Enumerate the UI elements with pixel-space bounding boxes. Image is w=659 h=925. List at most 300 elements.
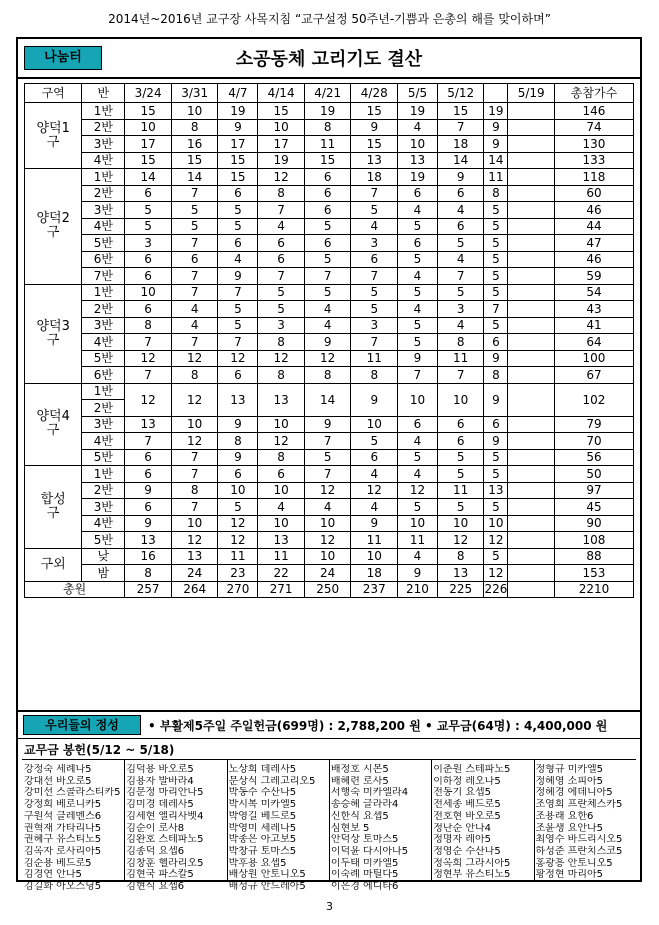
count-cell: 5	[218, 301, 258, 318]
count-cell: 7	[171, 466, 218, 483]
count-cell: 10	[125, 119, 172, 136]
donor-entry: 조윤생 요안나5	[535, 822, 604, 834]
donor-entry: 정형규 미카엘5	[535, 764, 604, 775]
count-cell: 7	[171, 334, 218, 351]
count-cell: 19	[398, 169, 438, 186]
donor-entry: 박동수 수산나5	[228, 787, 297, 799]
donor-entry: 이숙례 마틸다5	[330, 869, 399, 881]
donor-entry: 황정현 마리아5	[535, 869, 604, 881]
count-cell: 5	[437, 449, 484, 466]
count-cell: 5	[484, 499, 508, 516]
total-cell: 54	[554, 284, 633, 301]
ban-cell: 4반	[82, 334, 125, 351]
total-row	[25, 581, 634, 598]
count-cell: 9	[218, 119, 258, 136]
count-cell: 11	[304, 136, 351, 153]
count-cell: 4	[398, 301, 438, 318]
total-cell: 100	[554, 350, 633, 367]
donor-entry: 최영수 바드리시오5	[535, 834, 623, 846]
total-cell: 153	[554, 565, 633, 582]
ban-cell: 2반	[82, 301, 125, 318]
ban-cell: 7반	[82, 268, 125, 285]
count-cell: 3	[351, 317, 398, 334]
gap-cell	[508, 515, 555, 532]
count-cell: 5	[398, 334, 438, 351]
count-cell: 9	[125, 515, 172, 532]
count-cell: 8	[125, 565, 172, 582]
donor-entry: 홍광흥 안토니오5	[535, 857, 613, 869]
donor-entry: 김순용 베드로5	[24, 857, 92, 869]
donor-entry: 김완호 스테파노5	[126, 834, 204, 846]
gap-cell	[508, 136, 555, 153]
count-cell: 6	[218, 235, 258, 252]
count-cell: 12	[171, 383, 218, 416]
count-cell: 14	[304, 383, 351, 416]
count-cell: 12	[218, 350, 258, 367]
count-cell: 7	[171, 235, 218, 252]
table-row	[25, 317, 634, 334]
donor-entry: 김용자 발바라4	[126, 775, 194, 787]
count-cell: 5	[258, 284, 305, 301]
count-cell: 8	[125, 317, 172, 334]
donor-entry: 김순이 로사8	[126, 822, 185, 834]
gap-cell	[508, 383, 555, 416]
count-cell: 10	[484, 515, 508, 532]
ban-cell: 밤	[82, 565, 125, 582]
count-cell: 14	[171, 169, 218, 186]
count-cell: 7	[484, 301, 508, 318]
count-cell: 19	[484, 103, 508, 120]
count-cell: 12	[171, 350, 218, 367]
total-value: 237	[351, 581, 398, 598]
donor-entry: 정혜영 소피아5	[535, 775, 604, 787]
count-cell: 5	[398, 449, 438, 466]
total-cell: 97	[554, 482, 633, 499]
table-row	[25, 268, 634, 285]
total-cell: 146	[554, 103, 633, 120]
count-cell: 17	[218, 136, 258, 153]
total-cell: 118	[554, 169, 633, 186]
donor-entry: 김덕용 바오로5	[126, 764, 194, 775]
table-row	[25, 499, 634, 516]
count-cell: 9	[125, 482, 172, 499]
donor-entry: 조영희 프란체스카5	[535, 799, 623, 811]
table-row	[25, 334, 634, 351]
table-row	[25, 202, 634, 219]
count-cell: 13	[351, 152, 398, 169]
count-cell: 10	[398, 383, 438, 416]
count-cell: 17	[258, 136, 305, 153]
count-cell: 5	[258, 301, 305, 318]
ban-cell: 5반	[82, 532, 125, 549]
count-cell: 7	[125, 334, 172, 351]
donor-entry: 정명자 레아5	[433, 834, 492, 846]
roster-column	[536, 764, 638, 881]
donor-entry: 전호현 바오로5	[433, 810, 501, 822]
count-cell: 9	[304, 334, 351, 351]
table-row	[25, 532, 634, 549]
donor-entry: 배혜련 로사5	[330, 775, 389, 787]
count-cell: 10	[171, 416, 218, 433]
gap-cell	[508, 499, 555, 516]
count-cell: 12	[125, 350, 172, 367]
table-row	[25, 433, 634, 450]
gap-cell	[508, 169, 555, 186]
count-cell: 5	[398, 218, 438, 235]
count-cell: 9	[398, 565, 438, 582]
roster-column	[331, 764, 433, 893]
count-cell: 5	[171, 218, 218, 235]
count-cell: 11	[218, 548, 258, 565]
column-header: 4/7	[218, 84, 258, 103]
total-cell: 47	[554, 235, 633, 252]
count-cell: 16	[125, 548, 172, 565]
donor-entry: 정영순 수산나5	[433, 845, 501, 857]
count-cell: 3	[258, 317, 305, 334]
count-cell: 5	[437, 284, 484, 301]
count-cell: 13	[398, 152, 438, 169]
count-cell: 3	[351, 235, 398, 252]
count-cell: 7	[351, 185, 398, 202]
count-cell: 5	[398, 251, 438, 268]
count-cell: 5	[398, 284, 438, 301]
count-cell: 7	[125, 367, 172, 384]
total-cell: 41	[554, 317, 633, 334]
count-cell: 7	[351, 268, 398, 285]
count-cell: 10	[258, 416, 305, 433]
total-cell: 108	[554, 532, 633, 549]
column-divider	[534, 760, 535, 880]
donor-entry: 노상희 데레사5	[228, 764, 297, 775]
count-cell: 4	[351, 466, 398, 483]
count-cell: 5	[218, 317, 258, 334]
column-header: 3/31	[171, 84, 218, 103]
donor-entry: 김창훈 헬라리오5	[126, 857, 204, 869]
column-header: 5/19	[508, 84, 555, 103]
count-cell: 4	[171, 317, 218, 334]
count-cell: 4	[437, 317, 484, 334]
count-cell: 9	[484, 119, 508, 136]
count-cell: 6	[304, 235, 351, 252]
count-cell: 13	[125, 532, 172, 549]
count-cell: 6	[218, 367, 258, 384]
total-value: 264	[171, 581, 218, 598]
total-cell: 130	[554, 136, 633, 153]
count-cell: 23	[218, 565, 258, 582]
count-cell: 5	[484, 317, 508, 334]
count-cell: 10	[218, 482, 258, 499]
count-cell: 12	[484, 532, 508, 549]
total-cell: 43	[554, 301, 633, 318]
table-row	[25, 235, 634, 252]
total-value: 271	[258, 581, 305, 598]
ban-cell: 2반	[82, 482, 125, 499]
column-header: 반	[82, 84, 125, 103]
count-cell: 4	[398, 202, 438, 219]
count-cell: 4	[304, 499, 351, 516]
count-cell: 5	[304, 251, 351, 268]
count-cell: 4	[218, 251, 258, 268]
count-cell: 6	[304, 185, 351, 202]
ban-cell: 4반	[82, 433, 125, 450]
count-cell: 13	[171, 548, 218, 565]
column-header: 총참가수	[554, 84, 633, 103]
count-cell: 9	[484, 433, 508, 450]
count-cell: 4	[398, 548, 438, 565]
column-divider	[124, 760, 125, 880]
total-cell: 88	[554, 548, 633, 565]
table-row	[25, 416, 634, 433]
column-header: 4/28	[351, 84, 398, 103]
count-cell: 6	[218, 185, 258, 202]
gap-cell	[508, 251, 555, 268]
count-cell: 12	[351, 482, 398, 499]
count-cell: 6	[125, 449, 172, 466]
count-cell: 10	[398, 515, 438, 532]
count-cell: 5	[398, 317, 438, 334]
count-cell: 4	[258, 218, 305, 235]
total-value: 250	[304, 581, 351, 598]
count-cell: 8	[437, 548, 484, 565]
count-cell: 12	[171, 532, 218, 549]
donor-entry: 서행숙 미카엘라4	[330, 787, 409, 799]
total-cell: 64	[554, 334, 633, 351]
ban-cell: 1반	[82, 103, 125, 120]
count-cell: 22	[258, 565, 305, 582]
gap-cell	[508, 284, 555, 301]
count-cell: 5	[484, 284, 508, 301]
count-cell: 9	[398, 350, 438, 367]
count-cell: 6	[125, 251, 172, 268]
count-cell: 5	[351, 202, 398, 219]
count-cell: 6	[304, 169, 351, 186]
count-cell: 13	[258, 532, 305, 549]
donor-entry: 김경연 안나5	[24, 869, 82, 881]
count-cell: 4	[171, 301, 218, 318]
donor-entry: 정옥희 그라시아5	[433, 857, 511, 869]
count-cell: 10	[171, 515, 218, 532]
count-cell: 8	[258, 449, 305, 466]
count-cell: 15	[258, 103, 305, 120]
count-cell: 10	[171, 103, 218, 120]
count-cell: 12	[258, 350, 305, 367]
column-header: 3/24	[125, 84, 172, 103]
gap-cell	[508, 466, 555, 483]
count-cell: 6	[437, 416, 484, 433]
count-cell: 3	[125, 235, 172, 252]
count-cell: 6	[437, 218, 484, 235]
count-cell: 8	[304, 119, 351, 136]
count-cell: 7	[304, 433, 351, 450]
total-label: 총원	[25, 581, 125, 598]
count-cell: 5	[484, 449, 508, 466]
count-cell: 15	[218, 152, 258, 169]
count-cell: 6	[351, 449, 398, 466]
count-cell: 11	[437, 350, 484, 367]
donor-entry: 박시복 미카엘5	[228, 799, 297, 811]
attendance-table	[24, 83, 634, 598]
total-cell: 102	[554, 383, 633, 416]
ban-cell: 2반	[82, 119, 125, 136]
count-cell: 5	[398, 499, 438, 516]
count-cell: 7	[437, 119, 484, 136]
table-row	[25, 449, 634, 466]
donor-entry: 김문정 마리안나5	[126, 787, 204, 799]
ban-cell: 6반	[82, 367, 125, 384]
count-cell: 9	[484, 136, 508, 153]
column-header: 4/21	[304, 84, 351, 103]
donor-roster	[22, 759, 636, 893]
count-cell: 6	[125, 466, 172, 483]
count-cell: 19	[304, 103, 351, 120]
count-cell: 5	[125, 218, 172, 235]
total-value: 270	[218, 581, 258, 598]
count-cell: 7	[218, 334, 258, 351]
count-cell: 6	[125, 301, 172, 318]
count-cell: 13	[484, 482, 508, 499]
gap-cell	[508, 202, 555, 219]
count-cell: 6	[171, 251, 218, 268]
count-cell: 12	[304, 532, 351, 549]
ban-cell: 2반	[82, 185, 125, 202]
count-cell: 4	[398, 119, 438, 136]
total-cell: 79	[554, 416, 633, 433]
count-cell: 7	[398, 367, 438, 384]
table-row	[25, 383, 634, 400]
count-cell: 12	[258, 433, 305, 450]
count-cell: 7	[171, 499, 218, 516]
donor-entry: 강정숙 세례나5	[24, 764, 92, 775]
column-header: 4/14	[258, 84, 305, 103]
gap-cell	[508, 301, 555, 318]
count-cell: 19	[258, 152, 305, 169]
table-row	[25, 136, 634, 153]
count-cell: 4	[437, 202, 484, 219]
count-cell: 7	[304, 268, 351, 285]
count-cell: 15	[351, 136, 398, 153]
offering-bar	[18, 710, 640, 739]
donor-entry: 김현국 파스칼5	[126, 869, 194, 881]
gap-cell	[508, 185, 555, 202]
donor-entry: 김옥자 로사리아5	[24, 845, 102, 857]
count-cell: 10	[258, 515, 305, 532]
donor-entry: 심현보 5	[330, 822, 370, 834]
gap-cell	[508, 350, 555, 367]
total-cell: 67	[554, 367, 633, 384]
count-cell: 15	[437, 103, 484, 120]
count-cell: 10	[304, 515, 351, 532]
count-cell: 8	[258, 334, 305, 351]
district-cell: 양덕2 구	[25, 169, 82, 285]
column-header: 5/5	[398, 84, 438, 103]
count-cell: 6	[437, 185, 484, 202]
table-row	[25, 251, 634, 268]
count-cell: 12	[437, 532, 484, 549]
count-cell: 6	[258, 235, 305, 252]
district-cell: 합성 구	[25, 466, 82, 549]
donor-entry: 정현부 유스티노5	[433, 869, 511, 881]
count-cell: 4	[398, 268, 438, 285]
total-cell: 70	[554, 433, 633, 450]
donor-entry: 김길화 아오스딩5	[24, 881, 102, 893]
count-cell: 15	[171, 152, 218, 169]
count-cell: 18	[437, 136, 484, 153]
count-cell: 6	[351, 251, 398, 268]
column-divider	[431, 760, 432, 880]
table-row	[25, 367, 634, 384]
count-cell: 8	[484, 185, 508, 202]
donor-entry: 이하정 레오나5	[433, 775, 501, 787]
total-cell: 45	[554, 499, 633, 516]
column-header: 구역	[25, 84, 82, 103]
count-cell: 14	[125, 169, 172, 186]
count-cell: 5	[218, 499, 258, 516]
count-cell: 7	[258, 268, 305, 285]
gap-cell	[484, 84, 508, 103]
count-cell: 12	[125, 383, 172, 416]
donor-entry: 박영길 베드로5	[228, 810, 297, 822]
count-cell: 4	[351, 499, 398, 516]
count-cell: 5	[484, 202, 508, 219]
ban-cell: 1반	[82, 466, 125, 483]
count-cell: 13	[258, 383, 305, 416]
district-cell: 양덕1 구	[25, 103, 82, 169]
count-cell: 10	[351, 548, 398, 565]
count-cell: 8	[171, 482, 218, 499]
donor-entry: 조용래 요한6	[535, 810, 594, 822]
table-row	[25, 185, 634, 202]
table-row	[25, 565, 634, 582]
column-header: 5/12	[437, 84, 484, 103]
count-cell: 12	[398, 482, 438, 499]
table-row	[25, 218, 634, 235]
count-cell: 16	[171, 136, 218, 153]
title-bar	[18, 39, 640, 79]
total-cell: 133	[554, 152, 633, 169]
table-row	[25, 548, 634, 565]
district-cell: 구외	[25, 548, 82, 581]
ban-cell: 낮	[82, 548, 125, 565]
count-cell: 5	[437, 466, 484, 483]
count-cell: 7	[171, 284, 218, 301]
roster-column	[126, 764, 228, 893]
count-cell: 8	[258, 185, 305, 202]
count-cell: 15	[304, 152, 351, 169]
count-cell: 18	[351, 565, 398, 582]
district-cell: 양덕3 구	[25, 284, 82, 383]
page-header: 2014년~2016년 교구장 사목지침 “교구설정 50주년-기쁨과 은총의 해를 맞이하며”	[108, 12, 551, 26]
count-cell: 4	[351, 218, 398, 235]
count-cell: 11	[484, 169, 508, 186]
count-cell: 8	[171, 367, 218, 384]
donor-entry: 배상원 안토니오5	[228, 869, 306, 881]
count-cell: 14	[484, 152, 508, 169]
count-cell: 3	[437, 301, 484, 318]
donor-entry: 박종은 아고보5	[228, 834, 297, 846]
count-cell: 7	[304, 466, 351, 483]
count-cell: 7	[437, 367, 484, 384]
count-cell: 6	[125, 185, 172, 202]
count-cell: 5	[304, 284, 351, 301]
donor-entry: 전동기 요셉5	[433, 787, 492, 799]
page-title: 소공동체 고리기도 결산	[235, 49, 423, 70]
count-cell: 9	[218, 268, 258, 285]
total-cell: 56	[554, 449, 633, 466]
ban-cell: 2반	[82, 400, 125, 417]
donor-entry: 이덕윤 다시아나5	[330, 845, 409, 857]
donor-entry: 문상식 그레고리오5	[228, 775, 316, 787]
table-row	[25, 350, 634, 367]
